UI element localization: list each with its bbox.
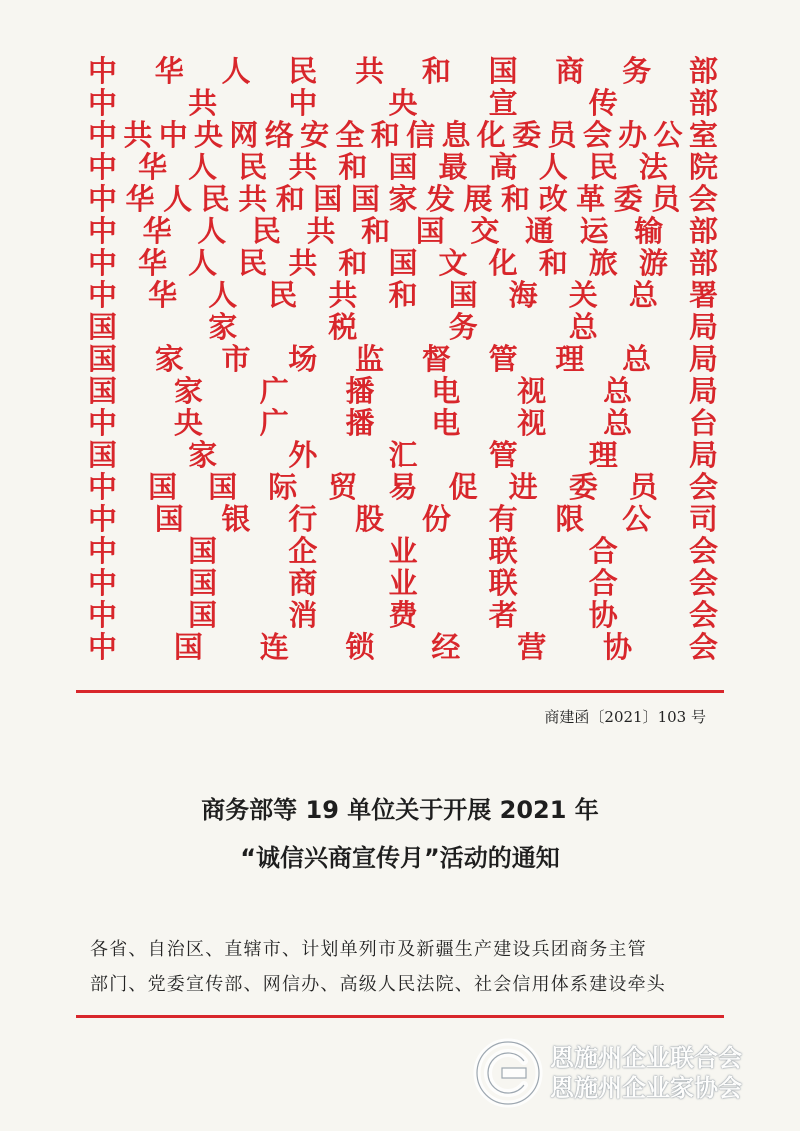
header-divider	[76, 690, 724, 693]
issuer-name: 国 家 税 务 总 局	[88, 310, 718, 344]
issuer-name: 国 家 广 播 电 视 总 局	[88, 374, 718, 408]
issuer-name: 国 家 外 汇 管 理 局	[88, 438, 718, 472]
issuer-name: 中 国 企 业 联 合 会	[88, 534, 718, 568]
issuer-name: 中 央 广 播 电 视 总 台	[88, 406, 718, 440]
issuer-name: 中 共 中 央 宣 传 部	[88, 86, 718, 120]
issuer-name: 中 共 中 央 网 络 安 全 和 信 息 化 委 员 会 办 公 室	[88, 118, 718, 152]
footer-divider	[76, 1015, 724, 1018]
issuer-name: 中 国 银 行 股 份 有 限 公 司	[88, 502, 718, 536]
salutation-line-2: 部门、党委宣传部、网信办、高级人民法院、社会信用体系建设牵头	[90, 974, 666, 995]
document-number: 商建函〔2021〕103 号	[544, 708, 706, 726]
watermark-line-1: 恩施州企业联合会	[550, 1043, 742, 1072]
issuer-name: 国 家 市 场 监 督 管 理 总 局	[88, 342, 718, 376]
issuing-authorities	[88, 55, 718, 663]
issuer-name: 中 华 人 民 共 和 国 最 高 人 民 法 院	[88, 150, 718, 184]
document-title-line-1: 商务部等 19 单位关于开展 2021 年	[201, 796, 599, 824]
federation-logo-icon	[472, 1037, 544, 1109]
issuer-name: 中 华 人 民 共 和 国 商 务 部	[88, 54, 718, 88]
issuer-name: 中 华 人 民 共 和 国 国 家 发 展 和 改 革 委 员 会	[88, 182, 718, 216]
issuer-name: 中 国 国 际 贸 易 促 进 委 员 会	[88, 470, 718, 504]
issuer-name: 中 国 连 锁 经 营 协 会	[88, 630, 718, 664]
watermark-line-2: 恩施州企业家协会	[550, 1073, 742, 1102]
document-title-line-2: “诚信兴商宣传月”活动的通知	[240, 844, 560, 872]
watermark	[472, 1030, 782, 1115]
issuer-name: 中 华 人 民 共 和 国 海 关 总 署	[88, 278, 718, 312]
issuer-name: 中 华 人 民 共 和 国 交 通 运 输 部	[88, 214, 718, 248]
issuer-name: 中 国 消 费 者 协 会	[88, 598, 718, 632]
salutation-line-1: 各省、自治区、直辖市、计划单列市及新疆生产建设兵团商务主管	[90, 939, 647, 960]
issuer-name: 中 华 人 民 共 和 国 文 化 和 旅 游 部	[88, 246, 718, 280]
issuer-name: 中 国 商 业 联 合 会	[88, 566, 718, 600]
